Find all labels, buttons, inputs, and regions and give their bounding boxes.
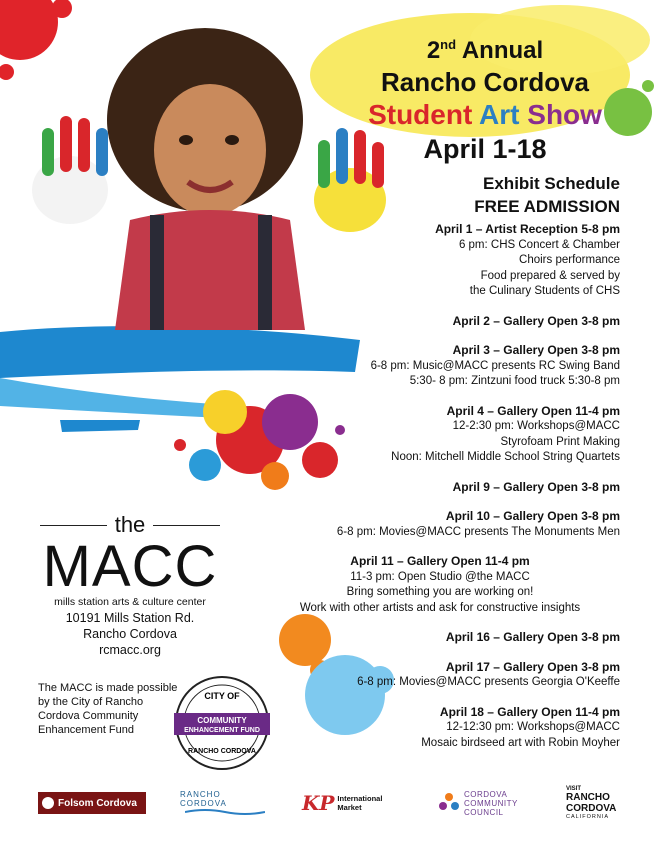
svg-text:CITY OF: CITY OF [204, 691, 240, 701]
macc-name: MACC [42, 534, 218, 599]
schedule-entry-title: April 10 – Gallery Open 3-8 pm [445, 509, 620, 523]
macc-logo: the MACC mills station arts & culture center [40, 512, 220, 608]
schedule-entry-title: April 18 – Gallery Open 11-4 pm [439, 704, 620, 719]
schedule-entry [260, 343, 620, 390]
schedule-entry-title: April 11 – Gallery Open 11-4 pm [350, 554, 530, 568]
schedule-entry [260, 554, 620, 616]
schedule-entry-title: April 1 – Artist Reception 5-8 pm [435, 222, 620, 236]
schedule-entry-title: April 3 – Gallery Open 3-8 pm [452, 343, 620, 357]
schedule-entry-detail: 6 pm: CHS Concert & Chamber [458, 238, 620, 251]
funding-statement: The MACC is made possible by the City of Rancho Cordova Community Enhancement Fund [38, 682, 178, 736]
schedule-entry-detail: Work with other artists and ask for constructive insights [299, 601, 581, 614]
schedule-entry-detail: Food prepared & served by [480, 269, 620, 282]
schedule-entry-title: April 17 – Gallery Open 3-8 pm [445, 659, 620, 674]
schedule-entry [260, 660, 620, 691]
schedule-entry [260, 630, 620, 646]
schedule-entry-detail: 6-8 pm: Movies@MACC presents The Monuments Men [336, 525, 620, 538]
venue-address: 10191 Mills Station Rd. Rancho Cordova rcmacc.org [40, 610, 220, 658]
exhibit-schedule [260, 222, 620, 765]
visit-rancho-cordova-logo: VISIT RANCHO CORDOVA CALIFORNIA [566, 786, 617, 820]
schedule-entry-detail: 5:30- 8 pm: Zintzuni food truck 5:30-8 pm [409, 375, 620, 387]
sponsor-logos [0, 782, 660, 824]
community-enhancement-fund-seal [172, 673, 272, 773]
wave-icon [185, 808, 265, 816]
schedule-entry [260, 222, 620, 300]
svg-text:RANCHO CORDOVA: RANCHO CORDOVA [188, 748, 256, 755]
schedule-entry [260, 480, 620, 496]
event-title-block [320, 30, 650, 166]
schedule-entry-detail: Mosaic birdseed art with Robin Moyher [421, 736, 620, 749]
schedule-entry-detail: 6-8 pm: Movies@MACC presents Georgia O'Keeffe [357, 676, 620, 688]
schedule-entry [260, 705, 620, 752]
show-heading: Student Art Show [368, 99, 602, 130]
schedule-entry-title: April 4 – Gallery Open 11-4 pm [446, 403, 620, 418]
schedule-entry-detail: Styrofoam Print Making [500, 435, 620, 448]
schedule-heading: Exhibit Schedule FREE ADMISSION [474, 174, 620, 216]
schedule-entry [260, 509, 620, 540]
cordova-community-council-logo: CORDOVA COMMUNITY COUNCIL [438, 782, 538, 824]
schedule-entry-detail: 12-12:30 pm: Workshops@MACC [446, 721, 620, 733]
schedule-entry-detail: Bring something you are working on! [346, 586, 534, 598]
rancho-cordova-city-logo: RANCHO CORDOVA [180, 782, 270, 824]
schedule-entry-title: April 2 – Gallery Open 3-8 pm [452, 313, 620, 328]
schedule-entry [260, 314, 620, 330]
schedule-entry-detail: 6-8 pm: Music@MACC presents RC Swing Band [370, 359, 620, 372]
kp-international-market-logo: KP International Market [302, 791, 383, 815]
svg-text:ENHANCEMENT FUND: ENHANCEMENT FUND [184, 727, 260, 734]
schedule-entry-detail: 12-2:30 pm: Workshops@MACC [452, 420, 620, 432]
city-heading: Rancho Cordova [380, 67, 590, 97]
schedule-entry-detail: Choirs performance [519, 254, 620, 266]
folsom-cordova-logo: Folsom Cordova [38, 792, 146, 814]
schedule-entry [260, 404, 620, 466]
event-dates: April 1-18 [423, 134, 547, 164]
district-seal-icon [42, 797, 54, 809]
annual-heading: 2nd Annual [426, 37, 544, 64]
schedule-entry-detail: Noon: Mitchell Middle School String Quartets [391, 451, 620, 463]
schedule-entry-title: April 16 – Gallery Open 3-8 pm [445, 630, 620, 644]
macc-subtitle: mills station arts & culture center [54, 596, 206, 608]
website-link[interactable]: rcmacc.org [99, 643, 161, 657]
schedule-entry-detail: the Culinary Students of CHS [469, 285, 620, 297]
svg-text:COMMUNITY: COMMUNITY [197, 716, 247, 725]
community-council-icon [438, 792, 460, 814]
schedule-entry-detail: 11-3 pm: Open Studio @the MACC [350, 570, 530, 583]
schedule-entry-title: April 9 – Gallery Open 3-8 pm [452, 479, 620, 494]
